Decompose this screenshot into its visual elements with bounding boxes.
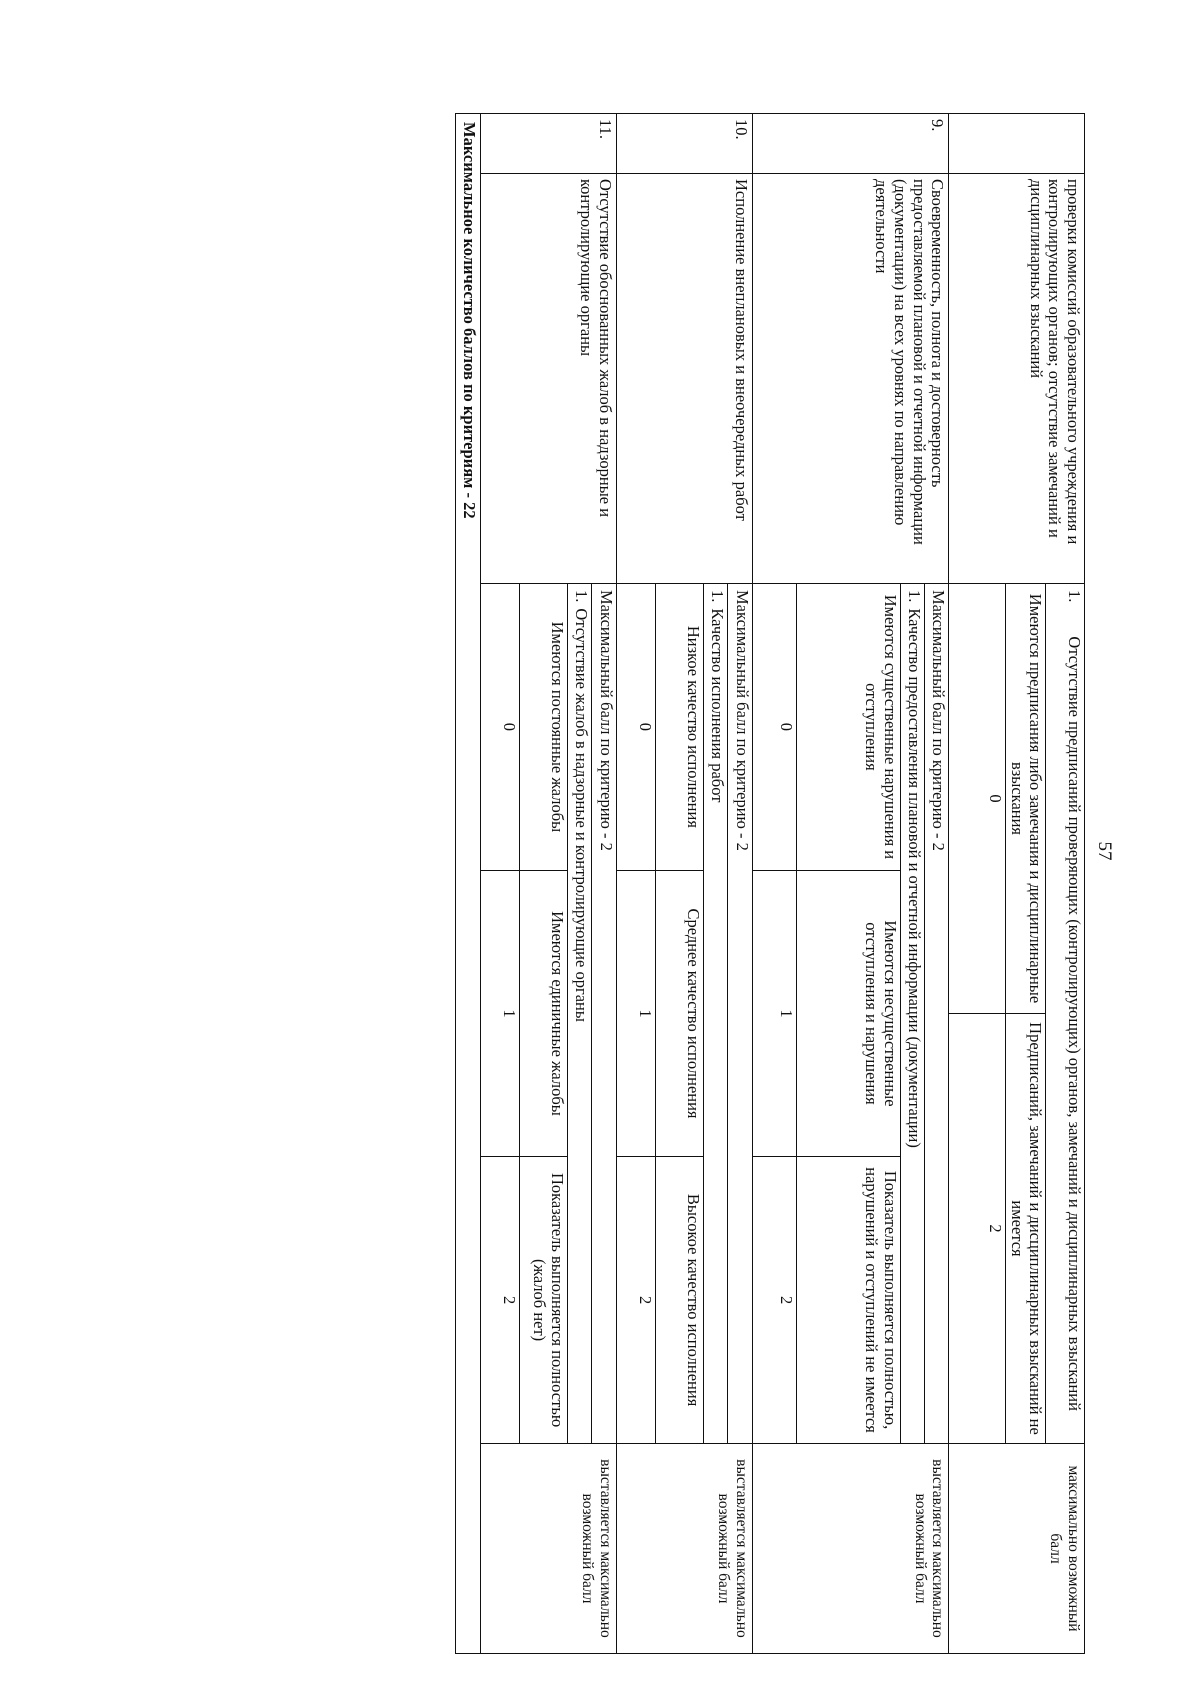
level-cell: Предписаний, замечаний и дисциплинарных взысканий не имеется: [1006, 1014, 1046, 1444]
level-cell: Низкое качество исполнения: [656, 584, 704, 870]
score-cell: 2: [481, 1157, 520, 1443]
indicator-table: [949, 584, 1084, 1443]
scoring-note: выставляется максимально возможный балл: [481, 1444, 617, 1654]
scoring-note: выставляется максимально возможный балл: [616, 1444, 752, 1654]
level-cell: Показатель выполняется полностью (жалоб нет): [520, 1157, 568, 1443]
indicator-index: 1.: [904, 590, 924, 603]
indicator-row: [704, 584, 728, 1443]
criteria-table: [455, 113, 1085, 1654]
indicator-text: Качество предоставления плановой и отчетной информации (документации): [904, 608, 924, 1148]
indicator-row: [568, 584, 592, 1443]
indicator-block: [481, 584, 617, 1444]
score-cell: 1: [753, 870, 796, 1156]
level-cell: Имеются единичные жалобы: [520, 870, 568, 1156]
max-score-label: Максимальный балл по критерию - 2: [924, 584, 948, 1443]
score-cell: 0: [481, 584, 520, 870]
total-score-label: Максимальное количество баллов по критериям - 22: [456, 114, 481, 1654]
criterion-text: Своевременность, полнота и достоверность предоставляемой плановой и отчетной информации (документации) на всех уровнях по направлению деятельности: [752, 174, 948, 584]
indicator-text: Отсутствие жалоб в надзорные и контролирующие органы: [572, 608, 592, 1022]
score-cell: 0: [617, 584, 656, 870]
criterion-text: Исполнение внеплановых и внеочередных работ: [616, 174, 752, 584]
score-cell: 0: [949, 584, 1006, 1014]
level-cell: Среднее качество исполнения: [656, 870, 704, 1156]
scoring-note: выставляется максимально возможный балл: [752, 1444, 948, 1654]
criteria-table-rotated: [455, 113, 1085, 1653]
indicator-index: 1.: [1065, 590, 1084, 603]
score-cell: 2: [753, 1157, 796, 1443]
table-row: [752, 114, 948, 1654]
indicator-row: [900, 584, 924, 1443]
row-number: 11.: [481, 114, 617, 174]
level-cell: Имеются постоянные жалобы: [520, 584, 568, 870]
score-cell: 1: [617, 870, 656, 1156]
indicator-block: [616, 584, 752, 1444]
indicator-text: Отсутствие предписаний проверяющих (контролирующих) органов, замечаний и дисциплинарных взысканий: [1065, 636, 1084, 1411]
indicator-table: [617, 584, 752, 1443]
max-score-label: Максимальный балл по критерию - 2: [592, 584, 616, 1443]
criterion-text: проверки комиссий образовательного учреждения и контролирующих органов; отсутствие замечаний и дисциплинарных взысканий: [949, 174, 1085, 584]
score-cell: 0: [753, 584, 796, 870]
indicator-row: [1046, 584, 1084, 1443]
level-cell: Имеются предписания либо замечания и дисциплинарные взыскания: [1006, 584, 1046, 1014]
indicator-table: [753, 584, 948, 1443]
score-cell: 2: [949, 1014, 1006, 1444]
table-row: [481, 114, 617, 1654]
score-cell: 2: [617, 1157, 656, 1443]
scoring-note: максимально возможный балл: [949, 1444, 1085, 1654]
indicator-table: [481, 584, 616, 1443]
indicator-index: 1.: [708, 590, 728, 603]
table-row: [949, 114, 1085, 1654]
level-cell: Имеются существенные нарушения и отступления: [796, 584, 900, 870]
indicator-block: [949, 584, 1085, 1444]
indicator-index: 1.: [572, 590, 592, 603]
level-cell: Имеются несущественные отступления и нарушения: [796, 870, 900, 1156]
indicator-text: Качество исполнения работ: [708, 608, 728, 803]
row-number: 10.: [616, 114, 752, 174]
level-cell: Показатель выполняется полностью, нарушений и отступлений не имеется: [796, 1157, 900, 1443]
criterion-text: Отсутствие обоснованных жалоб в надзорные и контролирующие органы: [481, 174, 617, 584]
score-cell: 1: [481, 870, 520, 1156]
page-number: 57: [1094, 841, 1115, 861]
row-number: [949, 114, 1085, 174]
total-row: [456, 114, 481, 1654]
max-score-label: Максимальный балл по критерию - 2: [728, 584, 752, 1443]
indicator-block: [752, 584, 948, 1444]
row-number: 9.: [752, 114, 948, 174]
level-cell: Высокое качество исполнения: [656, 1157, 704, 1443]
table-row: [616, 114, 752, 1654]
